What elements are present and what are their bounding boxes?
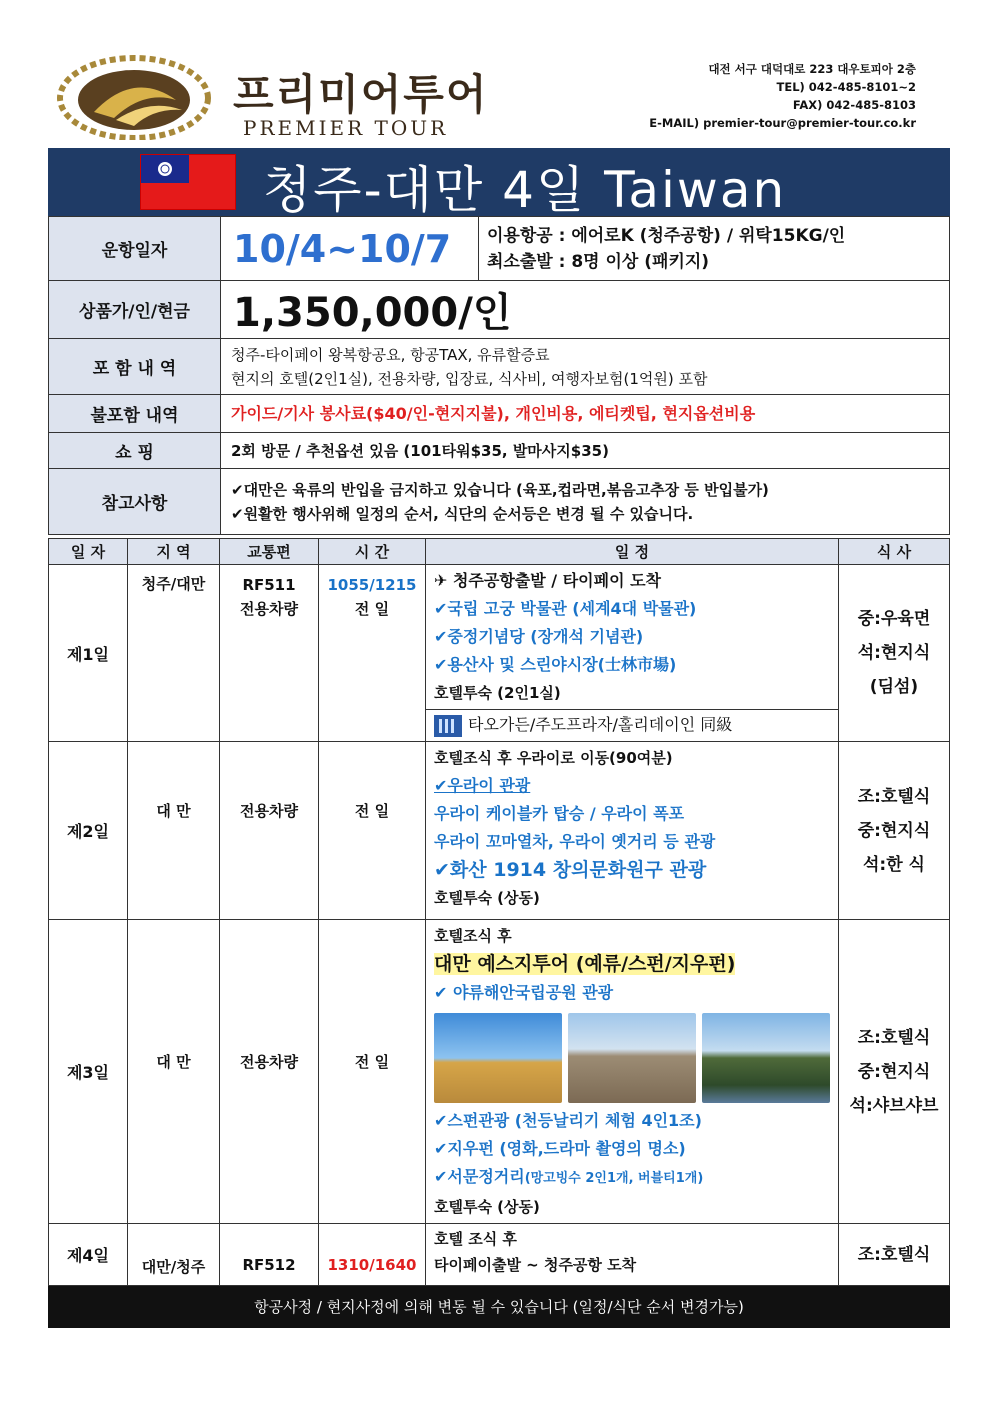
- schedule-table: [48, 538, 950, 1286]
- header-meal: 식 사: [839, 539, 950, 565]
- day1-hotel-row: [426, 709, 838, 740]
- shopping-value: 2회 방문 / 추천옵션 있음 (101타워$35, 발마사지$35): [221, 433, 950, 469]
- day2-line-6: 호텔투숙 (상동): [434, 889, 540, 907]
- day3-meals: [839, 920, 950, 1224]
- day1-vehicle: 전용차량: [240, 600, 298, 618]
- notes-label: 참고사항: [49, 469, 221, 535]
- day1-meals: [839, 565, 950, 742]
- day1-time-note: 전 일: [354, 600, 390, 618]
- day2-time: 전 일: [319, 742, 426, 920]
- day1-line-2: ✔국립 고궁 박물관 (세계4대 박물관): [434, 599, 697, 618]
- day1-flight: RF511: [242, 576, 296, 594]
- info-table: [48, 216, 950, 535]
- day3-photos: [434, 1013, 830, 1103]
- day2-line-1: 호텔조식 후 우라이로 이동(90여분): [434, 749, 673, 767]
- notes-cell: [221, 469, 950, 535]
- header-day: 일 자: [49, 539, 128, 565]
- day2-itinerary: [426, 742, 839, 920]
- title-bar: [48, 148, 950, 219]
- queens-head-rock-photo: [434, 1013, 562, 1103]
- day4-region: 대만/청주: [128, 1224, 220, 1286]
- schedule-header-row: [49, 539, 950, 565]
- day1-meal-1: 중:우육면: [857, 609, 931, 629]
- day4-itinerary: [426, 1224, 839, 1286]
- day2-line-4: 우라이 꼬마열차, 우라이 옛거리 등 관광: [434, 832, 716, 851]
- day2-meal-1: 조:호텔식: [857, 786, 931, 807]
- price-value: 1,350,000/인: [221, 281, 950, 339]
- day2-meal-3: 석:한 식: [863, 854, 925, 875]
- page-title: 청주-대만 4일 Taiwan: [263, 161, 787, 219]
- notes-row: [49, 469, 950, 535]
- day2-region: 대 만: [128, 742, 220, 920]
- include-line-1: 청주-타이페이 왕복항공요, 항공TAX, 유류할증료: [231, 345, 550, 364]
- airline-cell: [479, 217, 950, 281]
- day1-line-1: ✈ 청주공항출발 / 타이페이 도착: [434, 571, 662, 590]
- day3-row: [49, 920, 950, 1224]
- day3-region: 대 만: [128, 920, 220, 1224]
- day1-row: [49, 565, 950, 742]
- day2-label: 제2일: [49, 742, 128, 920]
- day3-line-3: ✔ 야류해안국립공원 관광: [434, 983, 614, 1002]
- day4-time: 1310/1640: [319, 1224, 426, 1286]
- day4-meal-1: 조:호텔식: [857, 1244, 931, 1265]
- include-row: [49, 339, 950, 395]
- day3-time: 전 일: [319, 920, 426, 1224]
- dates-value: 10/4~10/7: [221, 217, 479, 281]
- day1-time: [319, 565, 426, 742]
- yehliu-coast-photo: [568, 1013, 696, 1103]
- day4-flight: RF512: [220, 1224, 319, 1286]
- day3-line-6a: ✔서문정거리: [434, 1167, 525, 1186]
- dates-label: 운항일자: [49, 217, 221, 281]
- hotel-building-icon: [434, 715, 462, 737]
- price-label: 상품가/인/현금: [49, 281, 221, 339]
- header-region: 지 역: [128, 539, 220, 565]
- day4-meals: [839, 1224, 950, 1286]
- coastal-cliff-photo: [702, 1013, 830, 1103]
- day1-label: 제1일: [49, 565, 128, 742]
- day1-transport: [220, 565, 319, 742]
- day3-line-6: [434, 1163, 830, 1193]
- header: [48, 40, 950, 140]
- header-transport: 교통편: [220, 539, 319, 565]
- day3-meal-1: 조:호텔식: [857, 1027, 931, 1048]
- day1-meal-2: 석:현지식: [857, 643, 931, 663]
- day3-line-6b: (망고빙수 2인1개, 버블티1개): [524, 1171, 704, 1186]
- day1-line-5: 호텔투숙 (2인1실): [434, 684, 561, 702]
- day1-region: 청주/대만: [128, 565, 220, 742]
- exclude-row: [49, 395, 950, 433]
- exclude-value: 가이드/기사 봉사료($40/인-현지지불), 개인비용, 에티켓팁, 현지옵션비용: [221, 395, 950, 433]
- day2-meal-2: 중:현지식: [857, 820, 931, 841]
- day1-line-4: ✔용산사 및 스린야시장(士林市場): [434, 655, 677, 674]
- brand-name-en: PREMIER TOUR: [243, 116, 449, 140]
- dates-row: [49, 217, 950, 281]
- day2-meals: [839, 742, 950, 920]
- day1-hotel: 타오가든/주도프라자/홀리데이인 同級: [468, 715, 733, 734]
- flag-canton: [141, 155, 189, 183]
- day2-line-5: ✔화산 1914 창의문화원구 관광: [434, 859, 707, 881]
- exclude-label: 불포함 내역: [49, 395, 221, 433]
- day1-time-value: 1055/1215: [327, 576, 417, 594]
- airline-info: 이용항공 : 에어로K (청주공항) / 위탁15KG/인: [487, 225, 846, 246]
- sun-icon: [141, 155, 189, 183]
- include-cell: [221, 339, 950, 395]
- day1-meal-3: (딤섬): [869, 677, 919, 697]
- day3-itinerary: [426, 920, 839, 1224]
- header-itinerary: 일 정: [426, 539, 839, 565]
- include-line-2: 현지의 호텔(2인1실), 전용차량, 입장료, 식사비, 여행자보험(1억원) 포함: [231, 369, 708, 388]
- day2-vehicle: 전용차량: [220, 742, 319, 920]
- note-2: ✔원활한 행사위해 일정의 순서, 식단의 순서등은 변경 될 수 있습니다.: [231, 504, 694, 523]
- fax: FAX) 042-485-8103: [792, 98, 916, 112]
- day3-meal-2: 중:현지식: [857, 1061, 931, 1082]
- header-time: 시 간: [319, 539, 426, 565]
- contact-info: [649, 60, 916, 132]
- include-label: 포 함 내 역: [49, 339, 221, 395]
- day3-line-4: ✔스펀관광 (천등날리기 체험 4인1조): [434, 1111, 702, 1130]
- day4-line-1: 호텔 조식 후: [434, 1230, 517, 1248]
- day4-line-2: 타이페이출발 ~ 청주공항 도착: [434, 1256, 637, 1274]
- laurel-logo-icon: [54, 50, 214, 140]
- day4-label: 제4일: [49, 1224, 128, 1286]
- footer-notice: 항공사정 / 현지사정에 의해 변동 될 수 있습니다 (일정/식단 순서 변경가능): [48, 1286, 950, 1328]
- day1-itinerary: [426, 565, 839, 742]
- day3-line-1: 호텔조식 후: [434, 927, 512, 945]
- day2-row: [49, 742, 950, 920]
- price-row: [49, 281, 950, 339]
- day3-line-2: 대만 예스지투어 (예류/스펀/지우펀): [434, 953, 736, 975]
- day2-line-3: 우라이 케이블카 탑승 / 우라이 폭포: [434, 804, 685, 823]
- day3-line-7: 호텔투숙 (상동): [434, 1198, 540, 1216]
- day3-meal-3: 석:샤브샤브: [849, 1095, 939, 1116]
- tel: TEL) 042-485-8101~2: [776, 80, 916, 94]
- day4-row: [49, 1224, 950, 1286]
- taiwan-flag-icon: [140, 154, 236, 210]
- brand-name-ko: 프리미어투어: [233, 70, 489, 119]
- day1-line-3: ✔중정기념당 (장개석 기념관): [434, 627, 644, 646]
- day2-line-2: ✔우라이 관광: [434, 776, 531, 795]
- shopping-row: [49, 433, 950, 469]
- address: 대전 서구 대덕대로 223 대우토피아 2층: [708, 62, 916, 76]
- email: E-MAIL) premier-tour@premier-tour.co.kr: [649, 116, 916, 130]
- day3-line-5: ✔지우펀 (영화,드라마 촬영의 명소): [434, 1139, 686, 1158]
- day3-vehicle: 전용차량: [220, 920, 319, 1224]
- day3-label: 제3일: [49, 920, 128, 1224]
- note-1: ✔대만은 육류의 반입을 금지하고 있습니다 (육포,컵라면,볶음고추장 등 반입불가): [231, 480, 769, 499]
- min-departure: 최소출발 : 8명 이상 (패키지): [487, 251, 710, 272]
- shopping-label: 쇼 핑: [49, 433, 221, 469]
